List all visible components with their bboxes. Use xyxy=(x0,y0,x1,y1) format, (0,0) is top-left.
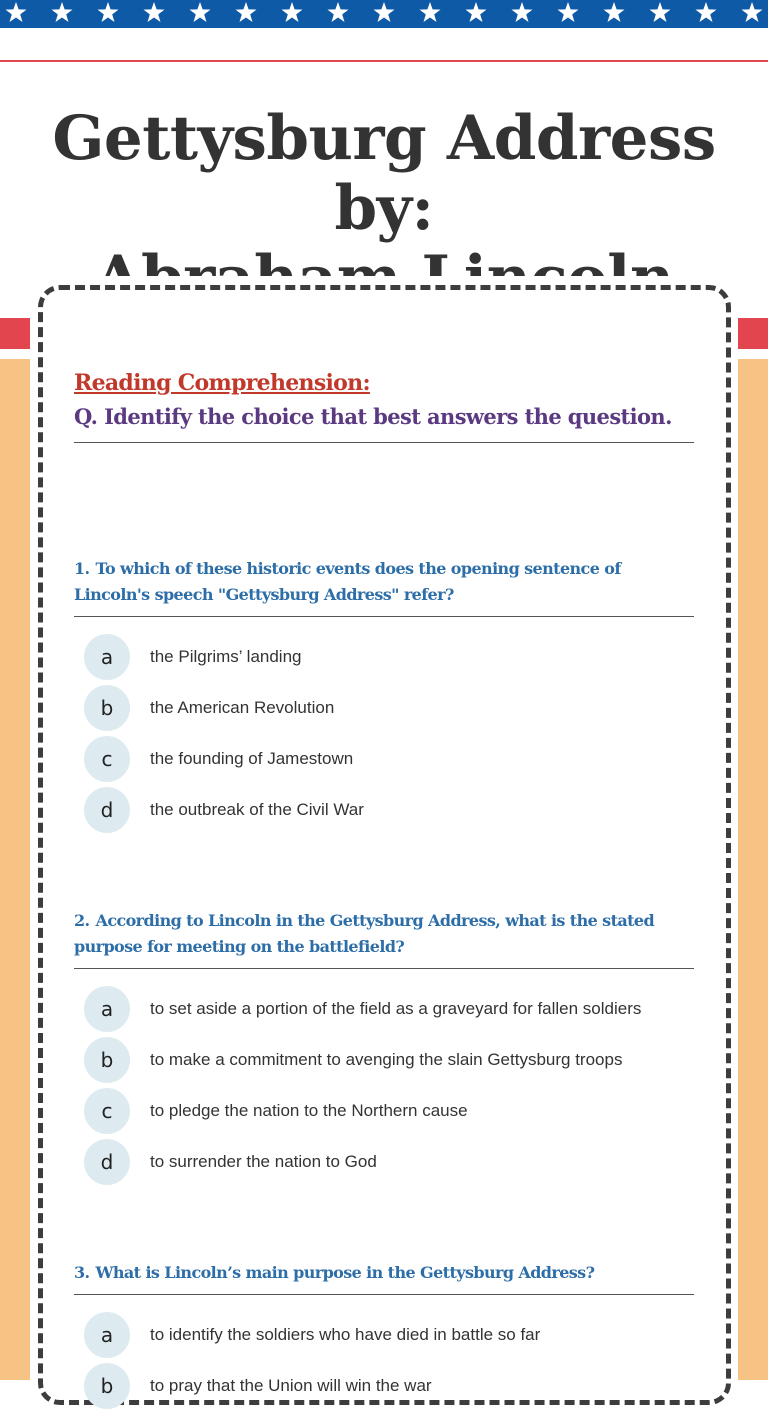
title-line-1: Gettysburg Address by: xyxy=(52,103,716,244)
option-a[interactable] xyxy=(74,1309,694,1360)
worksheet-dashed-border xyxy=(38,285,731,1405)
option-text[interactable]: the outbreak of the Civil War xyxy=(150,799,364,819)
instruction-text: Q. Identify the choice that best answers the question. xyxy=(74,404,672,429)
option-letter-badge[interactable]: b xyxy=(84,685,130,731)
question-number: 1. xyxy=(74,559,90,578)
star-banner xyxy=(0,0,768,28)
right-peach-border xyxy=(736,359,768,1380)
header-divider xyxy=(0,60,768,62)
option-text[interactable]: the Pilgrims’ landing xyxy=(150,646,302,666)
option-b[interactable] xyxy=(74,1360,694,1411)
option-letter-badge[interactable]: a xyxy=(84,1312,130,1358)
right-red-band xyxy=(736,318,768,349)
question-2-text xyxy=(74,908,694,960)
option-letter-badge[interactable]: d xyxy=(84,1139,130,1185)
option-list xyxy=(74,983,694,1187)
question-prompt: To which of these historic events does the opening sentence of Lincoln's speech "Gettysburg Address" refer? xyxy=(74,559,621,604)
option-c[interactable] xyxy=(74,1085,694,1136)
worksheet-header xyxy=(74,368,694,443)
option-letter-badge[interactable]: b xyxy=(84,1037,130,1083)
question-prompt: According to Lincoln in the Gettysburg Address, what is the stated purpose for meeting on the battlefield? xyxy=(74,911,655,956)
option-text[interactable]: to identify the soldiers who have died in battle so far xyxy=(150,1324,541,1344)
question-1 xyxy=(74,556,694,835)
option-text[interactable]: the American Revolution xyxy=(150,697,335,717)
option-c[interactable] xyxy=(74,733,694,784)
question-3-text xyxy=(74,1260,694,1286)
option-b[interactable] xyxy=(74,1034,694,1085)
stars-decoration xyxy=(0,0,768,28)
question-number: 3. xyxy=(74,1263,90,1282)
question-number: 2. xyxy=(74,911,90,930)
option-d[interactable] xyxy=(74,1136,694,1187)
option-list xyxy=(74,1309,694,1411)
option-text[interactable]: the founding of Jamestown xyxy=(150,748,354,768)
option-letter-badge[interactable]: b xyxy=(84,1363,130,1409)
option-text[interactable]: to surrender the nation to God xyxy=(150,1151,377,1171)
section-heading: Reading Comprehension: xyxy=(74,370,370,396)
option-b[interactable] xyxy=(74,682,694,733)
question-prompt: What is Lincoln’s main purpose in the Gettysburg Address? xyxy=(95,1263,595,1282)
option-a[interactable] xyxy=(74,631,694,682)
option-list xyxy=(74,631,694,835)
option-letter-badge[interactable]: a xyxy=(84,986,130,1032)
option-letter-badge[interactable]: d xyxy=(84,787,130,833)
option-d[interactable] xyxy=(74,784,694,835)
question-3 xyxy=(74,1260,694,1411)
question-rule xyxy=(74,616,694,617)
option-letter-badge[interactable]: c xyxy=(84,1088,130,1134)
option-letter-badge[interactable]: c xyxy=(84,736,130,782)
option-letter-badge[interactable]: a xyxy=(84,634,130,680)
question-1-text xyxy=(74,556,694,608)
option-text[interactable]: to pray that the Union will win the war xyxy=(150,1375,432,1395)
option-text[interactable]: to set aside a portion of the field as a graveyard for fallen soldiers xyxy=(150,998,642,1018)
question-rule xyxy=(74,1294,694,1295)
option-text[interactable]: to make a commitment to avenging the slain Gettysburg troops xyxy=(150,1049,623,1069)
question-rule xyxy=(74,968,694,969)
question-2 xyxy=(74,908,694,1187)
header-rule xyxy=(74,442,694,443)
option-text[interactable]: to pledge the nation to the Northern cause xyxy=(150,1100,468,1120)
option-a[interactable] xyxy=(74,983,694,1034)
